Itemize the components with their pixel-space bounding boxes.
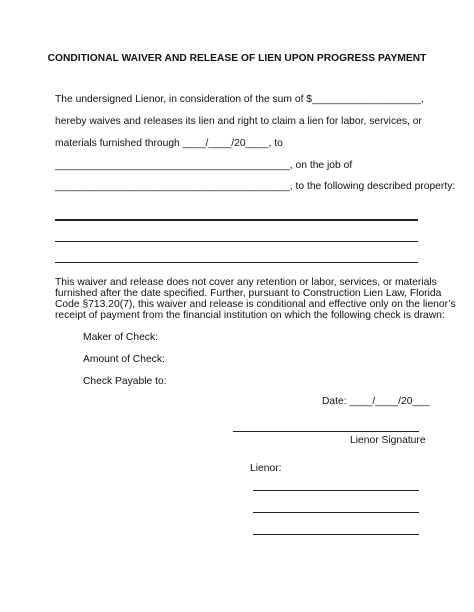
paragraph1-line-3: materials furnished through ____/____/20____, to [55, 138, 283, 149]
document-title: CONDITIONAL WAIVER AND RELEASE OF LIEN UPON PROGRESS PAYMENT [47, 53, 427, 64]
paragraph1-line-1: The undersigned Lienor, in consideration of the sum of $___________________, [55, 94, 424, 105]
paragraph1-line-4: _________________________________________, on the job of [55, 160, 353, 171]
maker-of-check-label: Maker of Check: [83, 332, 158, 343]
amount-of-check-label: Amount of Check: [83, 354, 165, 365]
lienor-line-1 [253, 490, 419, 491]
paragraph2-line-4: receipt of payment from the financial institution on which the following check is drawn: [55, 310, 445, 321]
lienor-label: Lienor: [250, 463, 282, 474]
property-description-line-1 [55, 219, 418, 221]
paragraph2-line-3: Code §713.20(7), this waiver and release is conditional and effective only on the lienor’s [55, 299, 456, 310]
lienor-signature-label: Lienor Signature [350, 435, 426, 446]
check-payable-to-label: Check Payable to: [83, 376, 167, 387]
lienor-line-3 [253, 534, 419, 535]
paragraph1-line-2: hereby waives and releases its lien and right to claim a lien for labor, services, or [55, 116, 422, 127]
property-description-line-3 [55, 262, 418, 263]
paragraph2-line-1: This waiver and release does not cover any retention or labor, services, or materials [55, 277, 437, 288]
date-line: Date: ____/____/20___ [322, 396, 430, 407]
paragraph1-line-5: _________________________________________, to the following described property: [55, 181, 456, 192]
paragraph2-line-2: furnished after the date specified. Further, pursuant to Construction Lien Law, Florida [55, 288, 442, 299]
property-description-line-2 [55, 241, 418, 242]
signature-line [233, 431, 419, 432]
lienor-line-2 [253, 512, 419, 513]
